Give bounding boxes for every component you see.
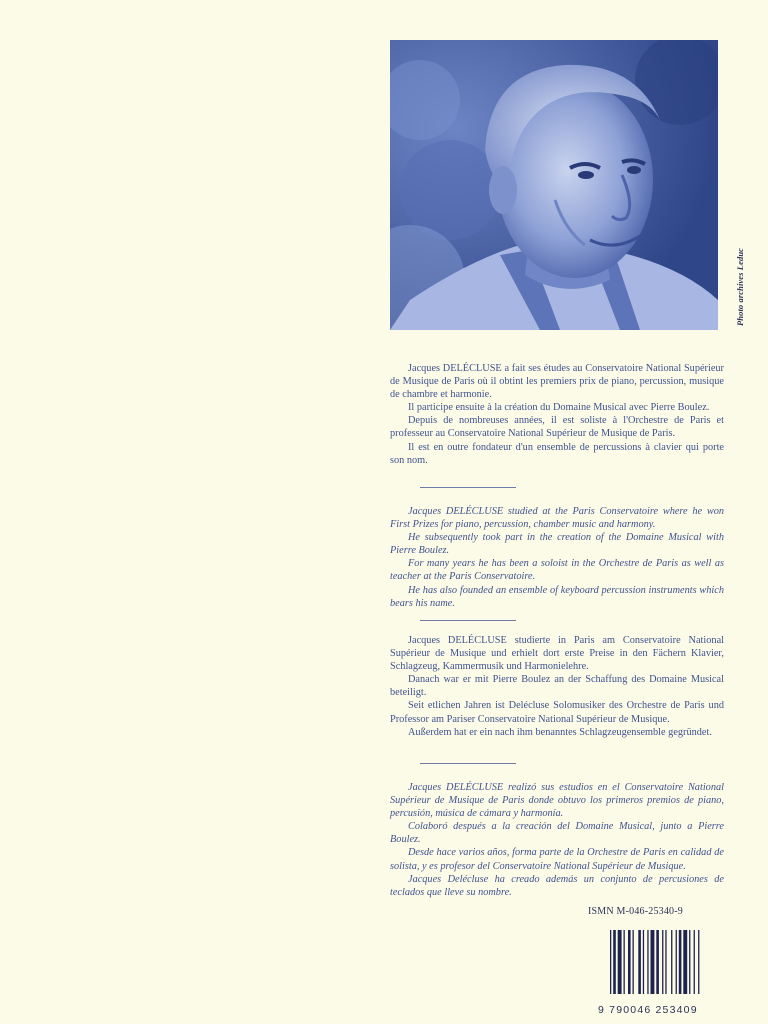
portrait-photo [390,40,718,330]
barcode-bar [679,930,682,994]
bio-paragraph: He subsequently took part in the creation of the Domaine Musical with Pierre Boulez. [390,532,724,557]
barcode-bar [683,930,687,994]
french-bio [390,362,724,467]
ismn-number: ISMN M-046-25340-9 [588,906,683,917]
german-bio [390,634,724,739]
bio-paragraph: Jacques DELÉCLUSE realizó sus estudios en el Conservatoire National Supérieur de Musique de Paris donde obtuvo los primeros premios de piano, percusión, música de cámara y harmonía. [390,782,724,820]
bio-paragraph: Jacques DELÉCLUSE studierte in Paris am Conservatoire National Supérieur de Musique und erhielt dort erste Preise in den Fächern Klavier, Schlagzeug, Kammermusik und Harmonielehre. [390,635,724,673]
photo-credit: Photo archives Leduc [735,247,745,326]
bio-paragraph: He has also founded an ensemble of keyboard percussion instruments which bears his name. [390,584,724,609]
bio-paragraph: Depuis de nombreuses années, il est soliste à l'Orchestre de Paris et professeur au Conservatoire National Supérieur de Musique de Paris. [390,415,724,440]
barcode-bar [610,930,611,994]
english-bio [390,505,724,610]
section-divider [420,487,516,488]
barcode-bar [633,930,634,994]
bio-paragraph: For many years he has been a soloist in the Orchestre de Paris as well as teacher at the Paris Conservatoire. [390,558,724,583]
bio-paragraph: Il participe ensuite à la création du Domaine Musical avec Pierre Boulez. [408,402,710,414]
barcode-digits: 9 790046 253409 [598,1004,698,1016]
barcode-bar [613,930,616,994]
barcode-bar [651,930,655,994]
barcode-bar [694,930,695,994]
bio-paragraph: Il est en outre fondateur d'un ensemble de percussions à clavier qui porte son nom. [390,441,724,466]
barcode-bar [698,930,699,994]
barcode-bar [656,930,659,994]
barcode-bar [638,930,641,994]
barcode-bar [662,930,663,994]
barcode-bar [647,930,648,994]
bio-paragraph: Danach war er mit Pierre Boulez an der Schaffung des Domaine Musical beteiligt. [390,674,724,699]
barcode-bar [643,930,644,994]
barcode-bar [689,930,690,994]
bio-paragraph: Seit etlichen Jahren ist Delécluse Solomusiker des Orchestre de Paris und Professor am Pariser Conservatoire National Supérieur de Musique. [390,700,724,725]
barcode [610,930,718,994]
bio-paragraph: Colaboró después a la creación del Domaine Musical, junto a Pierre Boulez. [390,821,724,846]
barcode-bar [628,930,631,994]
section-divider [420,620,516,621]
bio-paragraph: Jacques Delécluse ha creado además un conjunto de percusiones de teclados que lleve su nombre. [390,873,724,898]
barcode-bar [624,930,625,994]
barcode-bar [618,930,622,994]
bio-paragraph: Desde hace varios años, forma parte de la Orchestre de Paris en calidad de solista, y es profesor del Conservatoire National Supérieur de Musique. [390,847,724,872]
bio-paragraph: Jacques DELÉCLUSE a fait ses études au Conservatoire National Supérieur de Musique de Paris où il obtint les premiers prix de piano, percussion, musique de chambre et harmonie. [390,363,724,401]
barcode-bar [671,930,672,994]
section-divider [420,763,516,764]
barcode-bar [676,930,677,994]
bio-paragraph: Außerdem hat er ein nach ihm benanntes Schlagzeugensemble gegründet. [408,726,712,738]
bio-paragraph: Jacques DELÉCLUSE studied at the Paris Conservatoire where he won First Prizes for piano, percussion, chamber music and harmony. [390,506,724,531]
spanish-bio [390,781,724,899]
barcode-bar [665,930,666,994]
